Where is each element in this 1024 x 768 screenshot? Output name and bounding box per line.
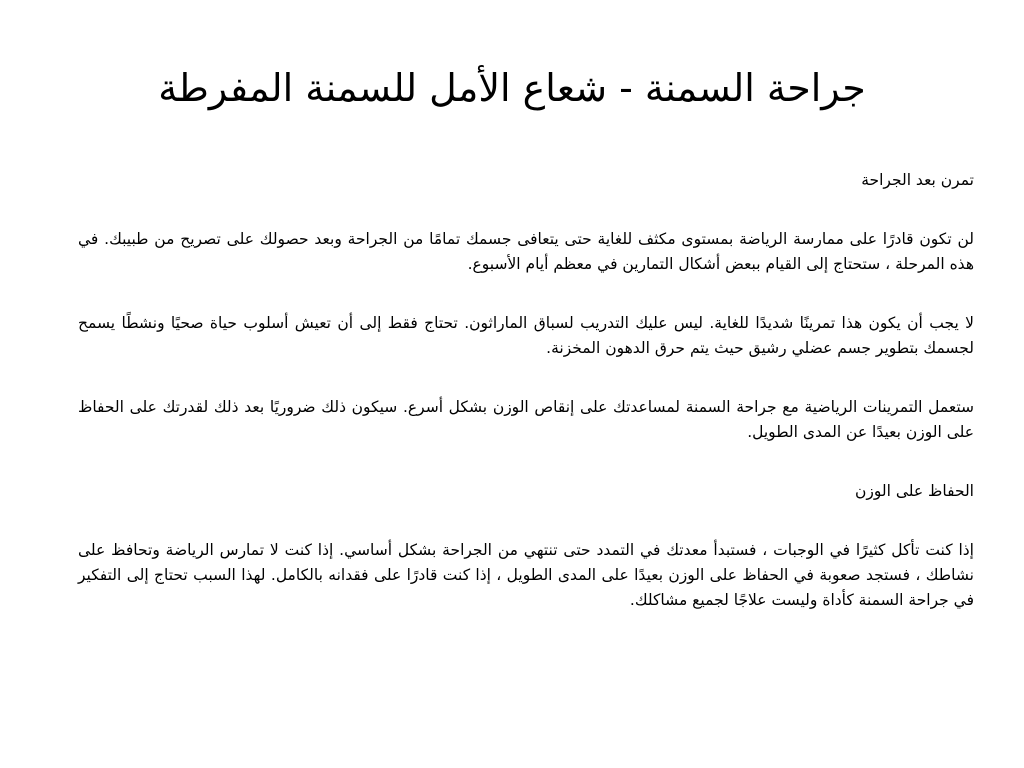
paragraph-exercise-benefit: ستعمل التمرينات الرياضية مع جراحة السمنة لمساعدتك على إنقاص الوزن بشكل أسرع. سيكون ذلك ضروريًا بعد ذلك لقدرتك على الحفاظ على الوزن بعيدًا عن المدى الطويل. bbox=[78, 398, 974, 441]
paragraph-weight-maintenance: إذا كنت تأكل كثيرًا في الوجبات ، فستبدأ معدتك في التمدد حتى تنتهي من الجراحة بشكل أساسي. إذا كنت لا تمارس الرياضة وتحافظ على نشاطك ، فستجد صعوبة في الحفاظ على الوزن بعيدًا على المدى الطويل ، إذا كنت قادرًا على فقدانه بالكامل. لهذا السبب تحتاج إلى التفكير في جراحة السمنة كأداة وليست علاجًا لجميع مشاكلك. bbox=[78, 541, 974, 609]
paragraph-exercise-clearance: لن تكون قادرًا على ممارسة الرياضة بمستوى مكثف للغاية حتى يتعافى جسمك تمامًا من الجراحة وبعد حصولك على تصريح من طبيبك. في هذه المرحلة ، ستحتاج إلى القيام ببعض أشكال التمارين في معظم أيام الأسبوع. bbox=[78, 230, 974, 273]
paragraph-exercise-intensity: لا يجب أن يكون هذا تمرينًا شديدًا للغاية. ليس عليك التدريب لسباق الماراثون. تحتاج فقط إلى أن تعيش أسلوب حياة صحيًا ونشطًا يسمح لجسمك بتطوير جسم عضلي رشيق حيث يتم حرق الدهون المخزنة. bbox=[78, 314, 974, 357]
section-heading-weight-maintenance: الحفاظ على الوزن bbox=[855, 482, 974, 500]
slide-title: جراحة السمنة - شعاع الأمل للسمنة المفرطة bbox=[158, 66, 866, 110]
slide-body bbox=[78, 168, 974, 647]
section-heading-exercise: تمرن بعد الجراحة bbox=[861, 171, 974, 189]
